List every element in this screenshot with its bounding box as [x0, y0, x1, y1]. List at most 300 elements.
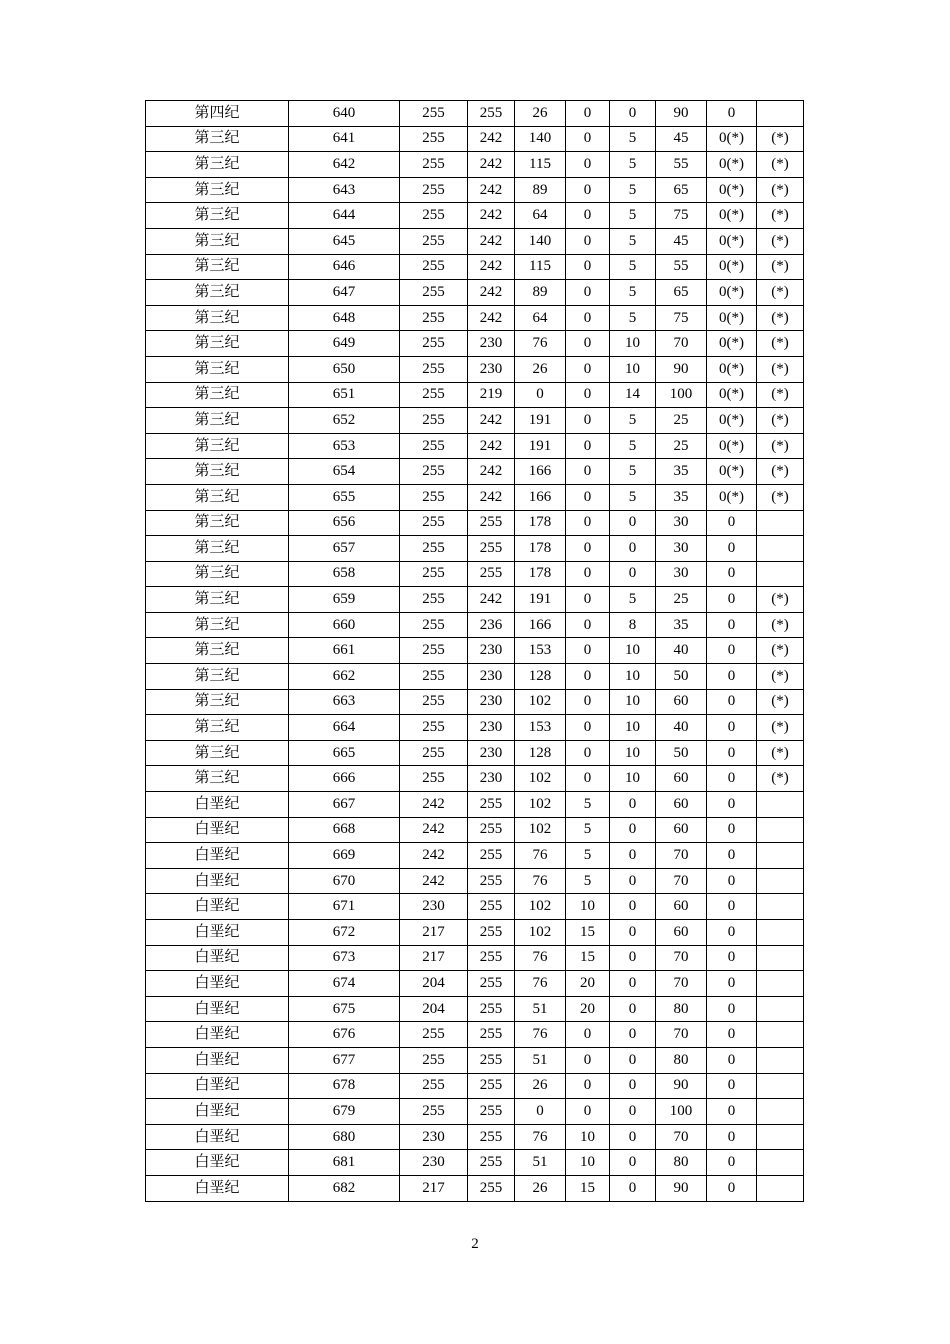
value-2-cell: 255 — [468, 561, 515, 587]
value-5-cell: 5 — [610, 254, 656, 280]
value-6-cell: 100 — [656, 382, 707, 408]
code-cell: 656 — [289, 510, 400, 536]
value-6-cell: 90 — [656, 356, 707, 382]
value-3-cell: 0 — [515, 382, 566, 408]
value-2-cell: 255 — [468, 1022, 515, 1048]
value-1-cell: 255 — [400, 305, 468, 331]
value-6-cell: 35 — [656, 459, 707, 485]
value-6-cell: 40 — [656, 715, 707, 741]
value-4-cell: 0 — [566, 101, 610, 127]
value-1-cell: 255 — [400, 664, 468, 690]
value-6-cell: 70 — [656, 1022, 707, 1048]
value-3-cell: 102 — [515, 792, 566, 818]
value-6-cell: 75 — [656, 305, 707, 331]
value-1-cell: 217 — [400, 920, 468, 946]
value-4-cell: 0 — [566, 280, 610, 306]
table-row — [146, 510, 804, 536]
code-cell: 662 — [289, 664, 400, 690]
value-1-cell: 217 — [400, 945, 468, 971]
note-cell — [757, 1150, 804, 1176]
value-4-cell: 10 — [566, 1150, 610, 1176]
value-7-cell: 0(*) — [707, 484, 757, 510]
code-cell: 679 — [289, 1099, 400, 1125]
value-4-cell: 0 — [566, 561, 610, 587]
value-2-cell: 255 — [468, 1124, 515, 1150]
value-4-cell: 10 — [566, 1124, 610, 1150]
period-cell: 白垩纪 — [146, 945, 289, 971]
value-1-cell: 255 — [400, 561, 468, 587]
value-5-cell: 0 — [610, 792, 656, 818]
value-5-cell: 10 — [610, 664, 656, 690]
value-2-cell: 255 — [468, 101, 515, 127]
period-cell: 白垩纪 — [146, 868, 289, 894]
value-1-cell: 255 — [400, 433, 468, 459]
table-row — [146, 638, 804, 664]
value-5-cell: 0 — [610, 868, 656, 894]
code-cell: 674 — [289, 971, 400, 997]
value-4-cell: 20 — [566, 971, 610, 997]
note-cell — [757, 1047, 804, 1073]
value-5-cell: 0 — [610, 817, 656, 843]
color-code-table — [145, 100, 804, 1202]
note-cell: (*) — [757, 228, 804, 254]
value-3-cell: 166 — [515, 612, 566, 638]
value-7-cell: 0(*) — [707, 356, 757, 382]
value-2-cell: 255 — [468, 945, 515, 971]
value-7-cell: 0(*) — [707, 254, 757, 280]
value-4-cell: 0 — [566, 715, 610, 741]
value-3-cell: 153 — [515, 715, 566, 741]
value-5-cell: 0 — [610, 971, 656, 997]
table-row — [146, 612, 804, 638]
value-3-cell: 89 — [515, 177, 566, 203]
table-row — [146, 408, 804, 434]
value-6-cell: 70 — [656, 1124, 707, 1150]
value-1-cell: 255 — [400, 510, 468, 536]
value-2-cell: 255 — [468, 920, 515, 946]
value-1-cell: 255 — [400, 356, 468, 382]
value-6-cell: 25 — [656, 587, 707, 613]
code-cell: 655 — [289, 484, 400, 510]
code-cell: 659 — [289, 587, 400, 613]
note-cell: (*) — [757, 740, 804, 766]
note-cell: (*) — [757, 638, 804, 664]
value-6-cell: 50 — [656, 664, 707, 690]
note-cell: (*) — [757, 382, 804, 408]
value-6-cell: 60 — [656, 894, 707, 920]
note-cell — [757, 894, 804, 920]
value-1-cell: 255 — [400, 689, 468, 715]
note-cell: (*) — [757, 356, 804, 382]
value-5-cell: 10 — [610, 331, 656, 357]
period-cell: 第三纪 — [146, 561, 289, 587]
code-cell: 647 — [289, 280, 400, 306]
value-3-cell: 51 — [515, 996, 566, 1022]
value-6-cell: 35 — [656, 612, 707, 638]
table-row — [146, 561, 804, 587]
period-cell: 第三纪 — [146, 280, 289, 306]
value-3-cell: 191 — [515, 408, 566, 434]
note-cell: (*) — [757, 177, 804, 203]
table-row — [146, 101, 804, 127]
note-cell — [757, 817, 804, 843]
value-5-cell: 5 — [610, 433, 656, 459]
value-2-cell: 242 — [468, 126, 515, 152]
value-7-cell: 0(*) — [707, 331, 757, 357]
table-body — [146, 101, 804, 1202]
value-3-cell: 128 — [515, 664, 566, 690]
table-row — [146, 971, 804, 997]
value-1-cell: 255 — [400, 382, 468, 408]
note-cell — [757, 1073, 804, 1099]
value-1-cell: 204 — [400, 971, 468, 997]
value-5-cell: 10 — [610, 715, 656, 741]
value-6-cell: 70 — [656, 971, 707, 997]
note-cell: (*) — [757, 612, 804, 638]
value-5-cell: 0 — [610, 510, 656, 536]
period-cell: 第三纪 — [146, 766, 289, 792]
value-2-cell: 230 — [468, 766, 515, 792]
note-cell — [757, 971, 804, 997]
value-2-cell: 242 — [468, 305, 515, 331]
value-2-cell: 230 — [468, 356, 515, 382]
period-cell: 第三纪 — [146, 587, 289, 613]
note-cell — [757, 996, 804, 1022]
note-cell — [757, 1124, 804, 1150]
code-cell: 661 — [289, 638, 400, 664]
value-2-cell: 236 — [468, 612, 515, 638]
value-3-cell: 140 — [515, 228, 566, 254]
code-cell: 652 — [289, 408, 400, 434]
value-4-cell: 0 — [566, 356, 610, 382]
table-row — [146, 587, 804, 613]
period-cell: 第三纪 — [146, 408, 289, 434]
table-row — [146, 868, 804, 894]
value-6-cell: 45 — [656, 228, 707, 254]
period-cell: 白垩纪 — [146, 1073, 289, 1099]
value-6-cell: 25 — [656, 433, 707, 459]
code-cell: 654 — [289, 459, 400, 485]
period-cell: 白垩纪 — [146, 1175, 289, 1201]
value-4-cell: 0 — [566, 177, 610, 203]
value-5-cell: 0 — [610, 1047, 656, 1073]
value-3-cell: 115 — [515, 254, 566, 280]
code-cell: 672 — [289, 920, 400, 946]
value-7-cell: 0 — [707, 561, 757, 587]
value-5-cell: 0 — [610, 1022, 656, 1048]
note-cell: (*) — [757, 715, 804, 741]
table-row — [146, 920, 804, 946]
value-2-cell: 255 — [468, 1047, 515, 1073]
value-1-cell: 255 — [400, 101, 468, 127]
value-2-cell: 242 — [468, 408, 515, 434]
value-4-cell: 15 — [566, 945, 610, 971]
value-3-cell: 102 — [515, 920, 566, 946]
code-cell: 677 — [289, 1047, 400, 1073]
value-5-cell: 5 — [610, 152, 656, 178]
table-row — [146, 1047, 804, 1073]
value-3-cell: 102 — [515, 766, 566, 792]
note-cell — [757, 101, 804, 127]
table-row — [146, 305, 804, 331]
value-2-cell: 242 — [468, 459, 515, 485]
note-cell — [757, 1022, 804, 1048]
value-1-cell: 255 — [400, 484, 468, 510]
value-7-cell: 0(*) — [707, 305, 757, 331]
value-7-cell: 0 — [707, 536, 757, 562]
period-cell: 白垩纪 — [146, 1099, 289, 1125]
code-cell: 664 — [289, 715, 400, 741]
value-3-cell: 178 — [515, 561, 566, 587]
value-1-cell: 255 — [400, 177, 468, 203]
value-5-cell: 14 — [610, 382, 656, 408]
code-cell: 643 — [289, 177, 400, 203]
value-1-cell: 242 — [400, 817, 468, 843]
value-7-cell: 0 — [707, 766, 757, 792]
period-cell: 第三纪 — [146, 689, 289, 715]
period-cell: 第四纪 — [146, 101, 289, 127]
value-7-cell: 0 — [707, 920, 757, 946]
value-6-cell: 70 — [656, 331, 707, 357]
table-row — [146, 177, 804, 203]
code-cell: 663 — [289, 689, 400, 715]
value-2-cell: 230 — [468, 638, 515, 664]
value-4-cell: 0 — [566, 126, 610, 152]
table-row — [146, 715, 804, 741]
value-1-cell: 217 — [400, 1175, 468, 1201]
value-5-cell: 10 — [610, 638, 656, 664]
value-7-cell: 0 — [707, 587, 757, 613]
value-7-cell: 0 — [707, 740, 757, 766]
value-3-cell: 166 — [515, 459, 566, 485]
value-3-cell: 76 — [515, 945, 566, 971]
value-3-cell: 178 — [515, 510, 566, 536]
value-4-cell: 0 — [566, 689, 610, 715]
period-cell: 白垩纪 — [146, 1047, 289, 1073]
value-5-cell: 0 — [610, 1175, 656, 1201]
value-2-cell: 242 — [468, 203, 515, 229]
code-cell: 668 — [289, 817, 400, 843]
value-3-cell: 102 — [515, 689, 566, 715]
period-cell: 第三纪 — [146, 152, 289, 178]
table-row — [146, 1175, 804, 1201]
value-7-cell: 0 — [707, 843, 757, 869]
value-2-cell: 242 — [468, 177, 515, 203]
value-3-cell: 178 — [515, 536, 566, 562]
note-cell — [757, 510, 804, 536]
value-6-cell: 30 — [656, 561, 707, 587]
value-2-cell: 230 — [468, 689, 515, 715]
value-1-cell: 255 — [400, 1099, 468, 1125]
value-5-cell: 5 — [610, 408, 656, 434]
table-row — [146, 664, 804, 690]
value-6-cell: 90 — [656, 101, 707, 127]
value-3-cell: 102 — [515, 817, 566, 843]
value-5-cell: 0 — [610, 996, 656, 1022]
note-cell — [757, 536, 804, 562]
table-row — [146, 945, 804, 971]
period-cell: 第三纪 — [146, 382, 289, 408]
value-7-cell: 0 — [707, 945, 757, 971]
table-row — [146, 1150, 804, 1176]
value-5-cell: 0 — [610, 1124, 656, 1150]
value-6-cell: 25 — [656, 408, 707, 434]
table-row — [146, 382, 804, 408]
value-6-cell: 45 — [656, 126, 707, 152]
period-cell: 第三纪 — [146, 331, 289, 357]
value-1-cell: 255 — [400, 1022, 468, 1048]
value-5-cell: 8 — [610, 612, 656, 638]
value-6-cell: 65 — [656, 280, 707, 306]
period-cell: 第三纪 — [146, 177, 289, 203]
value-5-cell: 0 — [610, 1099, 656, 1125]
value-2-cell: 255 — [468, 1175, 515, 1201]
code-cell: 667 — [289, 792, 400, 818]
value-7-cell: 0 — [707, 1150, 757, 1176]
period-cell: 白垩纪 — [146, 817, 289, 843]
value-3-cell: 76 — [515, 1124, 566, 1150]
value-7-cell: 0 — [707, 792, 757, 818]
value-5-cell: 0 — [610, 1073, 656, 1099]
value-2-cell: 255 — [468, 894, 515, 920]
value-2-cell: 255 — [468, 536, 515, 562]
code-cell: 660 — [289, 612, 400, 638]
value-1-cell: 255 — [400, 715, 468, 741]
value-5-cell: 5 — [610, 177, 656, 203]
value-2-cell: 230 — [468, 715, 515, 741]
value-7-cell: 0 — [707, 1073, 757, 1099]
value-1-cell: 255 — [400, 331, 468, 357]
period-cell: 第三纪 — [146, 459, 289, 485]
code-cell: 657 — [289, 536, 400, 562]
value-7-cell: 0 — [707, 689, 757, 715]
table-row — [146, 280, 804, 306]
period-cell: 第三纪 — [146, 433, 289, 459]
value-1-cell: 255 — [400, 638, 468, 664]
value-6-cell: 40 — [656, 638, 707, 664]
value-1-cell: 255 — [400, 766, 468, 792]
value-6-cell: 70 — [656, 843, 707, 869]
value-2-cell: 255 — [468, 868, 515, 894]
note-cell — [757, 920, 804, 946]
value-7-cell: 0 — [707, 1099, 757, 1125]
note-cell: (*) — [757, 305, 804, 331]
code-cell: 641 — [289, 126, 400, 152]
value-7-cell: 0 — [707, 868, 757, 894]
period-cell: 第三纪 — [146, 203, 289, 229]
value-1-cell: 255 — [400, 152, 468, 178]
table-row — [146, 331, 804, 357]
value-4-cell: 0 — [566, 664, 610, 690]
value-2-cell: 242 — [468, 280, 515, 306]
value-4-cell: 0 — [566, 305, 610, 331]
value-7-cell: 0(*) — [707, 177, 757, 203]
table-row — [146, 459, 804, 485]
value-3-cell: 191 — [515, 587, 566, 613]
value-2-cell: 255 — [468, 1099, 515, 1125]
value-3-cell: 166 — [515, 484, 566, 510]
value-6-cell: 50 — [656, 740, 707, 766]
value-5-cell: 5 — [610, 203, 656, 229]
note-cell: (*) — [757, 433, 804, 459]
value-4-cell: 15 — [566, 920, 610, 946]
value-5-cell: 5 — [610, 280, 656, 306]
value-5-cell: 0 — [610, 843, 656, 869]
value-2-cell: 230 — [468, 331, 515, 357]
note-cell — [757, 868, 804, 894]
value-7-cell: 0(*) — [707, 433, 757, 459]
value-2-cell: 255 — [468, 792, 515, 818]
value-5-cell: 5 — [610, 305, 656, 331]
value-3-cell: 128 — [515, 740, 566, 766]
period-cell: 白垩纪 — [146, 1150, 289, 1176]
period-cell: 白垩纪 — [146, 1124, 289, 1150]
value-1-cell: 255 — [400, 254, 468, 280]
period-cell: 第三纪 — [146, 664, 289, 690]
value-6-cell: 60 — [656, 792, 707, 818]
value-1-cell: 230 — [400, 1150, 468, 1176]
value-1-cell: 242 — [400, 868, 468, 894]
note-cell: (*) — [757, 203, 804, 229]
value-7-cell: 0(*) — [707, 408, 757, 434]
table-row — [146, 203, 804, 229]
code-cell: 673 — [289, 945, 400, 971]
table-row — [146, 689, 804, 715]
value-7-cell: 0 — [707, 996, 757, 1022]
table-row — [146, 536, 804, 562]
period-cell: 白垩纪 — [146, 792, 289, 818]
code-cell: 669 — [289, 843, 400, 869]
value-5-cell: 5 — [610, 484, 656, 510]
period-cell: 第三纪 — [146, 305, 289, 331]
note-cell: (*) — [757, 408, 804, 434]
value-3-cell: 76 — [515, 843, 566, 869]
code-cell: 676 — [289, 1022, 400, 1048]
value-7-cell: 0(*) — [707, 203, 757, 229]
value-4-cell: 0 — [566, 1022, 610, 1048]
value-1-cell: 255 — [400, 126, 468, 152]
code-cell: 671 — [289, 894, 400, 920]
value-6-cell: 70 — [656, 868, 707, 894]
value-4-cell: 0 — [566, 638, 610, 664]
period-cell: 第三纪 — [146, 638, 289, 664]
value-3-cell: 26 — [515, 1073, 566, 1099]
value-3-cell: 51 — [515, 1150, 566, 1176]
period-cell: 第三纪 — [146, 228, 289, 254]
value-1-cell: 230 — [400, 1124, 468, 1150]
value-6-cell: 55 — [656, 254, 707, 280]
table-row — [146, 484, 804, 510]
code-cell: 681 — [289, 1150, 400, 1176]
value-1-cell: 255 — [400, 228, 468, 254]
value-6-cell: 60 — [656, 766, 707, 792]
value-4-cell: 0 — [566, 1047, 610, 1073]
note-cell — [757, 1175, 804, 1201]
value-3-cell: 89 — [515, 280, 566, 306]
value-3-cell: 76 — [515, 1022, 566, 1048]
code-cell: 665 — [289, 740, 400, 766]
value-6-cell: 35 — [656, 484, 707, 510]
note-cell: (*) — [757, 587, 804, 613]
note-cell: (*) — [757, 689, 804, 715]
value-5-cell: 5 — [610, 228, 656, 254]
value-5-cell: 10 — [610, 766, 656, 792]
code-cell: 653 — [289, 433, 400, 459]
value-6-cell: 65 — [656, 177, 707, 203]
value-1-cell: 204 — [400, 996, 468, 1022]
note-cell: (*) — [757, 331, 804, 357]
value-1-cell: 255 — [400, 612, 468, 638]
